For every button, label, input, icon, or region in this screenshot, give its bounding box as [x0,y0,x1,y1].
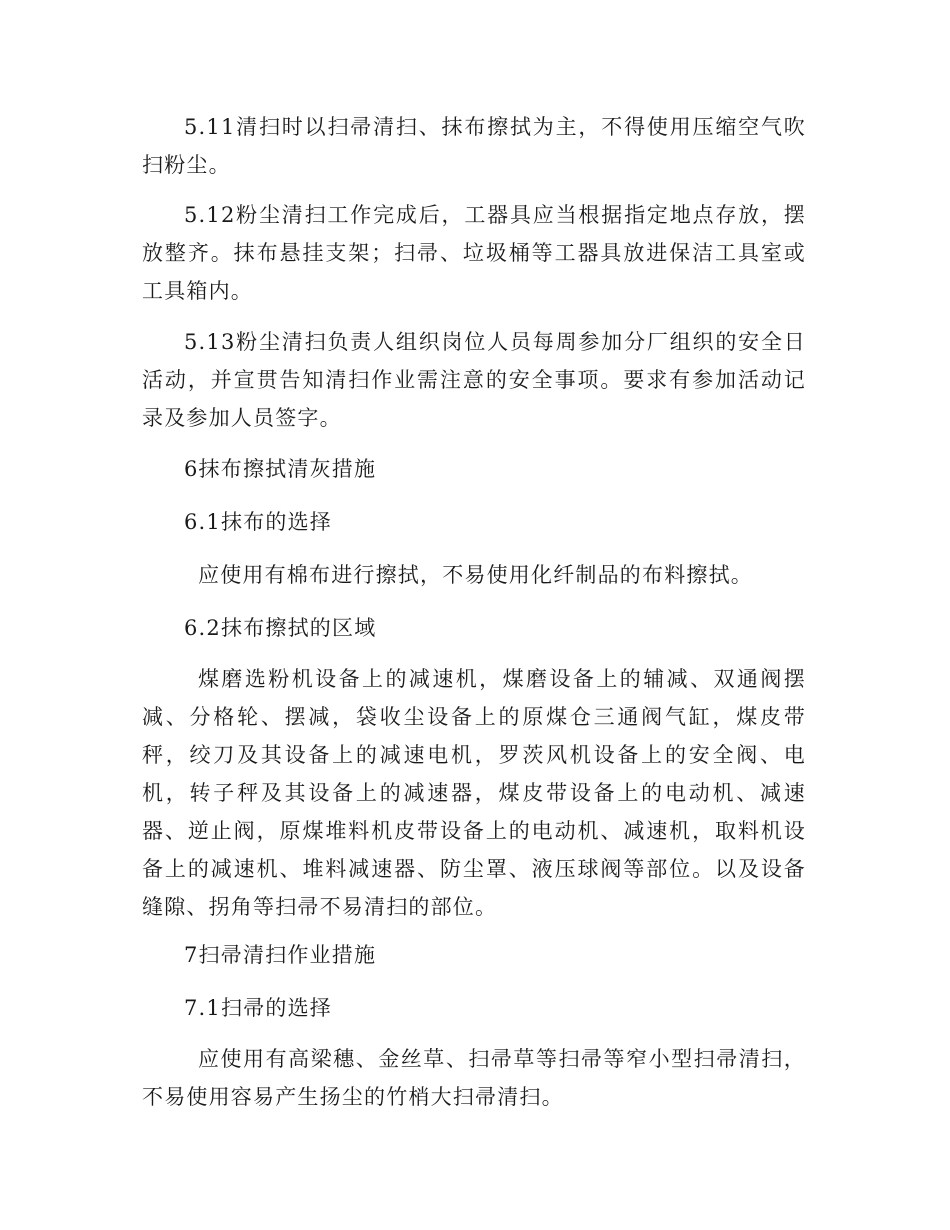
paragraph-5-12: 5.12粉尘清扫工作完成后，工器具应当根据指定地点存放，摆放整齐。抹布悬挂支架；扫帚、垃圾桶等工器具放进保洁工具室或工具箱内。 [142,203,806,303]
subsection-heading-6-2: 6.2抹布擦拭的区域 [184,616,377,640]
section-heading-6: 6抹布擦拭清灰措施 [184,457,377,481]
paragraph-5-13: 5.13粉尘清扫负责人组织岗位人员每周参加分厂组织的安全日活动，并宣贯告知清扫作业需注意的安全事项。要求有参加活动记录及参加人员签字。 [142,330,806,430]
paragraph-7-1-body: 应使用有高梁穗、金丝草、扫帚草等扫帚等窄小型扫帚清扫，不易使用容易产生扬尘的竹梢大扫帚清扫。 [142,1047,806,1109]
subsection-heading-7-1: 7.1扫帚的选择 [184,996,332,1020]
paragraph-6-2-body: 煤磨选粉机设备上的减速机，煤磨设备上的辅减、双通阀摆减、分格轮、摆减，袋收尘设备上的原煤仓三通阀气缸，煤皮带秤，绞刀及其设备上的减速电机，罗茨风机设备上的安全阀、电机，转子秤及其设备上的减速器，煤皮带设备上的电动机、减速器、逆止阀，原煤堆料机皮带设备上的电动机、减速机，取料机设备上的减速机、堆料减速器、防尘罩、液压球阀等部位。以及设备缝隙、拐角等扫帚不易清扫的部位。 [142,667,806,919]
paragraph-6-1-body: 应使用有棉布进行擦拭，不易使用化纤制品的布料擦拭。 [198,563,753,587]
section-heading-7: 7扫帚清扫作业措施 [184,943,377,967]
paragraph-5-11: 5.11清扫时以扫帚清扫、抹布擦拭为主，不得使用压缩空气吹扫粉尘。 [142,115,806,177]
subsection-heading-6-1: 6.1抹布的选择 [184,510,332,534]
